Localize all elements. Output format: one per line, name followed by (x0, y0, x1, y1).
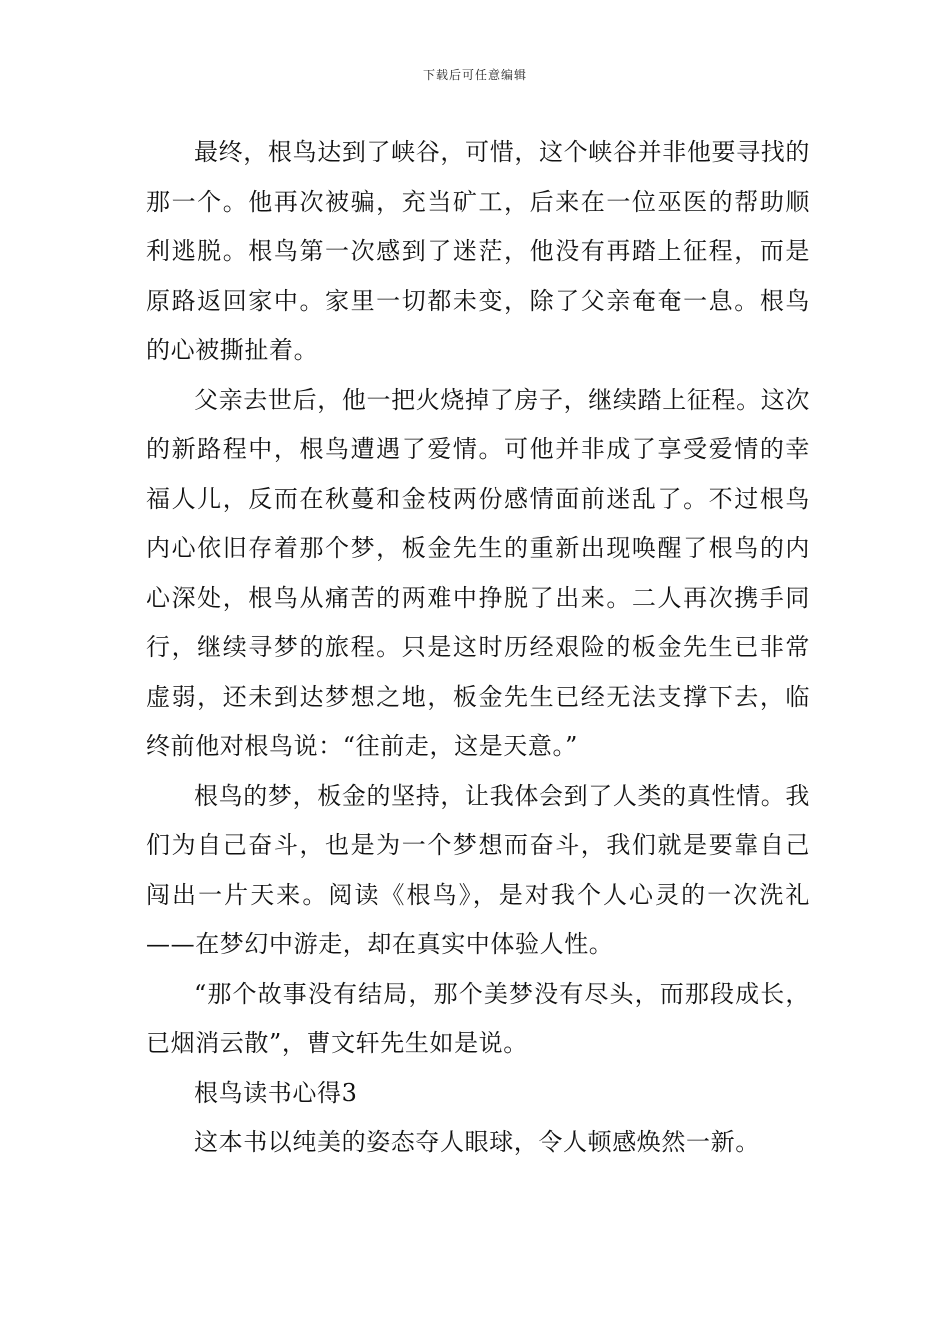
paragraph-5: 这本书以纯美的姿态夺人眼球，令人顿感焕然一新。 (194, 1128, 760, 1156)
document-body (146, 128, 810, 1168)
paragraph-4: “那个故事没有结局，那个美梦没有尽头，而那段成长，已烟消云散”，曹文轩先生如是说。 (146, 979, 810, 1057)
paragraph-2: 父亲去世后，他一把火烧掉了房子，继续踏上征程。这次的新路程中，根鸟遭遇了爱情。可他并非成了享受爱情的幸福人儿，反而在秋蔓和金枝两份感情面前迷乱了。不过根鸟内心依旧存着那个梦，板金先生的重新出现唤醒了根鸟的内心深处，根鸟从痛苦的两难中挣脱了出来。二人再次携手同行，继续寻梦的旅程。只是这时历经艰险的板金先生已非常虚弱，还未到达梦想之地，板金先生已经无法支撑下去，临终前他对根鸟说：“往前走，这是天意。” (146, 385, 810, 760)
section-heading: 根鸟读书心得3 (194, 1078, 358, 1107)
page-header: 下载后可任意编辑 (422, 68, 527, 82)
paragraph-3: 根鸟的梦，板金的坚持，让我体会到了人类的真性情。我们为自己奋斗，也是为一个梦想而奋斗，我们就是要靠自己闯出一片天来。阅读《根鸟》，是对我个人心灵的一次洗礼——在梦幻中游走，却在真实中体验人性。 (146, 781, 810, 958)
paragraph-1: 最终，根鸟达到了峡谷，可惜，这个峡谷并非他要寻找的那一个。他再次被骗，充当矿工，后来在一位巫医的帮助顺利逃脱。根鸟第一次感到了迷茫，他没有再踏上征程，而是原路返回家中。家里一切都未变，除了父亲奄奄一息。根鸟的心被撕扯着。 (146, 138, 810, 364)
